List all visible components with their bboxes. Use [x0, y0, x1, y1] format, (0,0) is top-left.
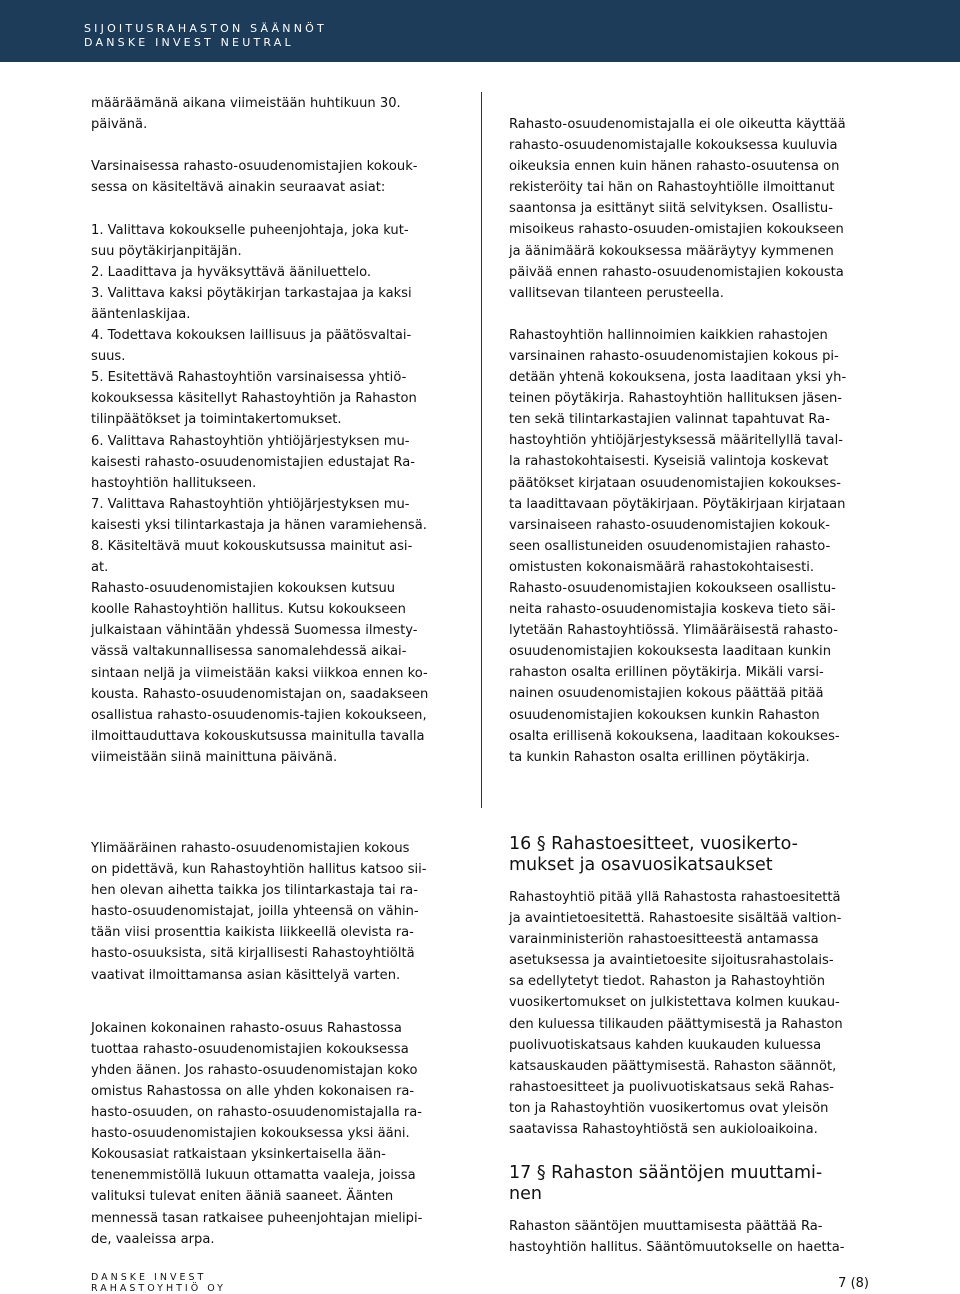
text-line: katsauskauden päättymisestä. Rahaston säännöt,	[509, 1058, 837, 1074]
text-line	[91, 135, 451, 156]
header-subtitle: DANSKE INVEST NEUTRAL	[84, 36, 294, 49]
text-line: ilmoittauduttava kokouskutsussa mainitulla tavalla	[91, 728, 425, 744]
left-column-bottom	[91, 838, 451, 1250]
text-line: omistus Rahastossa on alle yhden kokonaisen ra-	[91, 1083, 415, 1099]
column-divider	[481, 92, 482, 808]
text-line: lytetään Rahastoyhtiössä. Ylimääräisestä rahasto-	[509, 623, 838, 639]
text-line: Rahaston sääntöjen muuttamisesta päättää Ra-	[509, 1219, 823, 1234]
left-column-top	[91, 93, 451, 768]
text-line: Varsinaisessa rahasto-osuudenomistajien kokouk-	[91, 159, 418, 175]
text-line: yhden äänen. Jos rahasto-osuudenomistajan koko	[91, 1062, 418, 1078]
text-line: määräämänä aikana viimeistään huhtikuun 30.	[91, 96, 401, 111]
text-line: Rahastoyhtiö pitää yllä Rahastosta rahastoesitettä	[509, 890, 841, 905]
text-line: varsinainen rahasto-osuudenomistajien kokous pi-	[509, 348, 839, 364]
text-line: sessa on käsiteltävä ainakin seuraavat asiat:	[91, 180, 386, 196]
text-line: de, vaaleissa arpa.	[91, 1231, 215, 1247]
text-line: saatavissa Rahastoyhtiöstä sen aukioloaikoina.	[509, 1122, 818, 1138]
text-line: hen olevan aihetta taikka jos tilintarkastaja tai ra-	[91, 883, 418, 899]
text-line: oikeuksia ennen kuin hänen rahasto-osuutensa on	[509, 159, 840, 175]
text-line: 6. Valittava Rahastoyhtiön yhtiöjärjestyksen mu-	[91, 433, 410, 449]
text-line: kokouksessa käsitellyt Rahastoyhtiön ja Rahaston	[91, 391, 417, 407]
text-line: on pidettävä, kun Rahastoyhtiön hallitus katsoo sii-	[91, 862, 427, 878]
text-line: hasto-osuudenomistajien kokouksessa yksi ääni.	[91, 1126, 410, 1142]
text-line: asetuksessa ja avaintietoesite sijoitusrahastolais-	[509, 953, 834, 969]
text-line: päivää ennen rahasto-osuudenomistajien kokousta	[509, 264, 844, 280]
text-line: Ylimääräinen rahasto-osuudenomistajien kokous	[91, 841, 410, 856]
text-line: tuottaa rahasto-osuudenomistajien kokouksessa	[91, 1041, 409, 1057]
text-line: osuudenomistajien kokouksesta laaditaan kunkin	[509, 644, 831, 660]
text-line: tilinpäätökset ja toimintakertomukset.	[91, 412, 342, 428]
text-line: Kokousasiat ratkaistaan yksinkertaisella ään-	[91, 1147, 386, 1163]
text-line: ta laadittavaan pöytäkirjaan. Pöytäkirjaan kirjataan	[509, 496, 846, 512]
text-line: viimeistään siinä mainittuna päivänä.	[91, 749, 338, 765]
text-line: ten sekä tilintarkastajien valinnat tapahtuvat Ra-	[509, 412, 830, 428]
text-line: ton ja Rahastoyhtiön vuosikertomus ovat yleisön	[509, 1100, 829, 1116]
text-line: päätökset kirjataan osuudenomistajien kokoukses-	[509, 475, 841, 491]
text-line: rahaston osalta erillinen pöytäkirja. Mikäli varsi-	[509, 665, 824, 681]
text-line: päivänä.	[91, 117, 148, 133]
section-17	[509, 1163, 869, 1258]
text-line: varsinaiseen rahasto-osuudenomistajien kokouk-	[509, 517, 831, 533]
text-line: vaativat ilmoittamansa asian käsittelyä varten.	[91, 967, 401, 983]
text-line: 2. Laadittava ja hyväksyttävä ääniluettelo.	[91, 264, 372, 280]
text-line: 5. Esitettävä Rahastoyhtiön varsinaisessa yhtiö-	[91, 370, 407, 386]
text-line: puolivuotiskatsaus kahden kuukauden kuluessa	[509, 1037, 822, 1053]
text-line	[509, 304, 869, 325]
text-line: vallitsevan tilanteen perusteella.	[509, 285, 724, 301]
text-line: 4. Todettava kokouksen laillisuus ja päätösvaltai-	[91, 328, 412, 344]
text-line: tenenemmistöllä lukuun ottamatta vaaleja, joissa	[91, 1168, 416, 1184]
text-line: julkaistaan vähintään yhdessä Suomessa ilmesty-	[91, 623, 418, 639]
text-line: vuosikertomukset on julkistettava kolmen kuukau-	[509, 995, 840, 1011]
text-line: Jokainen kokonainen rahasto-osuus Rahastossa	[91, 1020, 402, 1036]
text-line: 3. Valittava kaksi pöytäkirjan tarkastajaa ja kaksi	[91, 285, 412, 301]
text-line: at.	[91, 560, 109, 576]
text-line: neita rahasto-osuudenomistajia koskeva tieto säi-	[509, 602, 836, 618]
text-line: sa edellytetyt tiedot. Rahaston ja Rahastoyhtiön	[509, 974, 826, 990]
text-line: 8. Käsiteltävä muut kokouskutsussa mainitut asi-	[91, 538, 413, 554]
text-line: rahastoesitteet ja puolivuotiskatsaus sekä Rahas-	[509, 1079, 835, 1095]
text-line: tään viisi prosenttia kaikista liikkeellä olevista ra-	[91, 925, 414, 941]
text-line: Rahasto-osuudenomistajien kokoukseen osallistu-	[509, 580, 836, 596]
text-line: osuudenomistajien kokouksen kunkin Rahaston	[509, 707, 820, 723]
footer-company-line2: RAHASTOYHTIÖ OY	[91, 1283, 226, 1294]
text-line: teinen pöytäkirja. Rahastoyhtiön hallituksen jäsen-	[509, 391, 843, 407]
text-line: hastoyhtiön hallitukseen.	[91, 475, 257, 491]
text-line: Rahastoyhtiön hallinnoimien kaikkien rahastojen	[509, 327, 828, 343]
text-line: Rahasto-osuudenomistajien kokouksen kutsuu	[91, 581, 396, 597]
text-line: ääntenlaskijaa.	[91, 306, 191, 322]
footer-company-line1: DANSKE INVEST	[91, 1272, 207, 1283]
text-line: 1. Valittava kokoukselle puheenjohtaja, joka kut-	[91, 222, 409, 238]
text-line: osalta erillisenä kokouksena, laaditaan kokoukses-	[509, 728, 840, 744]
text-line: koolle Rahastoyhtiön hallitus. Kutsu kokoukseen	[91, 602, 406, 618]
text-line: Rahasto-osuudenomistajalla ei ole oikeutta käyttää	[509, 117, 846, 132]
section-16	[509, 834, 869, 1140]
text-line: nainen osuudenomistajien kokous päättää pitää	[509, 686, 824, 702]
text-line: hasto-osuuden, on rahasto-osuudenomistajalla ra-	[91, 1105, 423, 1121]
document-header	[0, 0, 960, 62]
text-line: rekisteröity tai hän on Rahastoyhtiölle ilmoittanut	[509, 180, 835, 196]
text-line: varainministeriön rahastoesitteestä antamassa	[509, 932, 819, 948]
text-line: omistusten kokonaismäärä rahastokohtaisesti.	[509, 559, 815, 575]
section-16-heading: 16 § Rahastoesitteet, vuosikerto- mukset ja osavuosikatsaukset	[509, 834, 798, 875]
text-line: rahasto-osuudenomistajalle kokouksessa kuuluvia	[509, 138, 838, 154]
text-line: osallistua rahasto-osuudenomis-tajien kokoukseen,	[91, 707, 427, 723]
text-line: misoikeus rahasto-osuuden-omistajien kokoukseen	[509, 222, 844, 238]
text-line: detään yhtenä kokouksena, josta laaditaan yksi yh-	[509, 370, 847, 386]
text-line: ja avaintietoesitettä. Rahastoesite sisältää valtion-	[509, 911, 842, 927]
text-line: hastoyhtiön hallitus. Sääntömuutokselle on haetta-	[509, 1240, 845, 1256]
text-line: hasto-osuudenomistajat, joilla yhteensä on vähin-	[91, 904, 419, 920]
text-line	[91, 198, 451, 219]
text-line: kaisesti rahasto-osuudenomistajien edustajat Ra-	[91, 454, 415, 470]
text-line: vässä valtakunnallisessa sanomalehdessä aikai-	[91, 644, 407, 660]
text-line: den kuluessa tilikauden päättymisestä ja Rahaston	[509, 1016, 843, 1032]
right-column-top	[509, 114, 869, 768]
header-title: SIJOITUSRAHASTON SÄÄNNÖT	[84, 22, 327, 35]
text-line: seen osallistuneiden osuudenomistajien rahasto-	[509, 538, 831, 554]
text-line: sintaan neljä ja viimeistään kaksi viikkoa ennen ko-	[91, 665, 428, 681]
section-17-heading: 17 § Rahaston sääntöjen muuttami- nen	[509, 1163, 823, 1204]
text-line: ta kunkin Rahaston osalta erillinen pöytäkirja.	[509, 749, 810, 765]
text-line: mennessä tasan ratkaisee puheenjohtajan mielipi-	[91, 1210, 423, 1226]
text-line: kaisesti yksi tilintarkastaja ja hänen varamiehensä.	[91, 517, 427, 533]
text-line: suu pöytäkirjanpitäjän.	[91, 243, 242, 259]
text-line: suus.	[91, 349, 126, 365]
text-line	[91, 986, 451, 1018]
text-line: saantonsa ja esittänyt siitä selvityksen. Osallistu-	[509, 201, 833, 217]
text-line: kousta. Rahasto-osuudenomistajan on, saadakseen	[91, 686, 429, 702]
text-line: ja äänimäärä kokouksessa määräytyy kymmenen	[509, 243, 834, 259]
page-number: 7 (8)	[838, 1276, 869, 1291]
text-line: valituksi tulevat eniten ääniä saaneet. Äänten	[91, 1189, 394, 1205]
text-line: la rahastokohtaisesti. Kyseisiä valintoja koskevat	[509, 454, 829, 470]
text-line: hastoyhtiön yhtiöjärjestyksessä määritellyllä taval-	[509, 433, 843, 449]
text-line: hasto-osuuksista, sitä kirjallisesti Rahastoyhtiöltä	[91, 946, 415, 962]
text-line: 7. Valittava Rahastoyhtiön yhtiöjärjestyksen mu-	[91, 496, 410, 512]
